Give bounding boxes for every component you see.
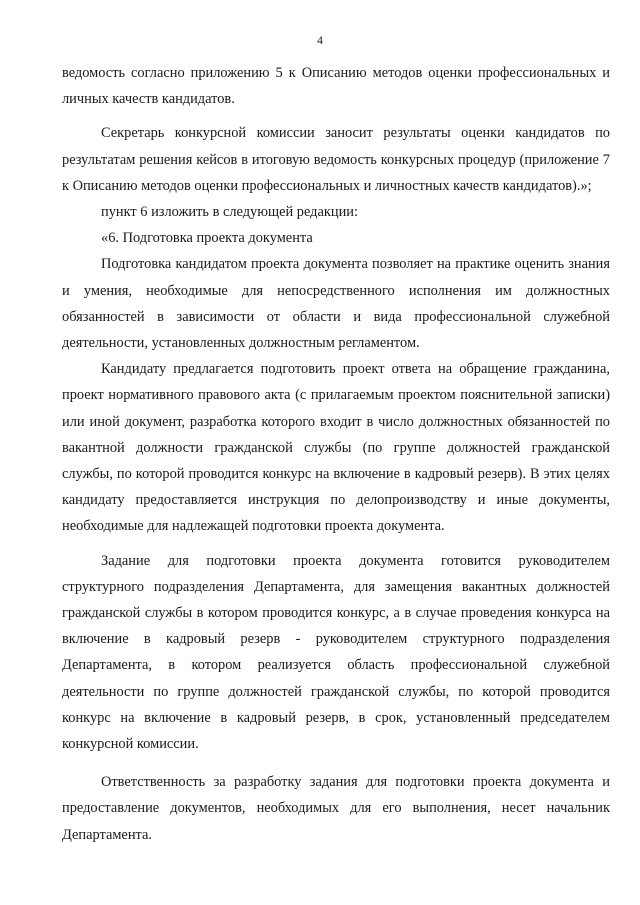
paragraph-document-preparation: Подготовка кандидатом проекта документа позволяет на практике оценить знания и умения, необходимые для непосредственного исполнения им должностных обязанностей в зависимости от области и вида профессиональной служебной деятельности, установленных должностным регламентом. — [62, 256, 610, 352]
section-heading: «6. Подготовка проекта документа — [101, 230, 313, 247]
paragraph-amendment-instruction: пункт 6 изложить в следующей редакции: — [101, 204, 358, 221]
paragraph-continuation: ведомость согласно приложению 5 к Описанию методов оценки профессиональных и личных качеств кандидатов. — [62, 65, 610, 108]
document-body — [62, 60, 610, 848]
page-number: 4 — [317, 33, 323, 47]
paragraph-candidate-task: Кандидату предлагается подготовить проект ответа на обращение гражданина, проект нормативного правового акта (с прилагаемым проектом пояснительной записки) или иной документ, разработка которого входит в число должностных обязанностей по вакантной должности гражданской службы (по группе должностей гражданской службы, по которой проводится конкурс на включение в кадровый резерв). В этих целях кандидату предоставляется инструкция по делопроизводству и иные документы, необходимые для надлежащей подготовки проекта документа. — [62, 361, 610, 535]
paragraph-secretary: Секретарь конкурсной комиссии заносит результаты оценки кандидатов по результатам решения кейсов в итоговую ведомость конкурсных процедур (приложение 7 к Описанию методов оценки профессиональных и личностных качеств кандидатов).»; — [62, 125, 610, 194]
paragraph-task-assignment: Задание для подготовки проекта документа готовится руководителем структурного подразделения Департамента, для замещения вакантных должностей гражданской службы в котором проводится конкурс, а в случае проведения конкурса на включение в кадровый резерв - руководителем структурного подразделения Департамента, в котором реализуется область профессиональной служебной деятельности по группе должностей гражданской службы, по которой проводится конкурс на включение в кадровый резерв, в срок, установленный председателем конкурсной комиссии. — [62, 552, 610, 753]
paragraph-responsibility: Ответственность за разработку задания для подготовки проекта документа и предоставление документов, необходимых для его выполнения, несет начальник Департамента. — [62, 774, 610, 843]
